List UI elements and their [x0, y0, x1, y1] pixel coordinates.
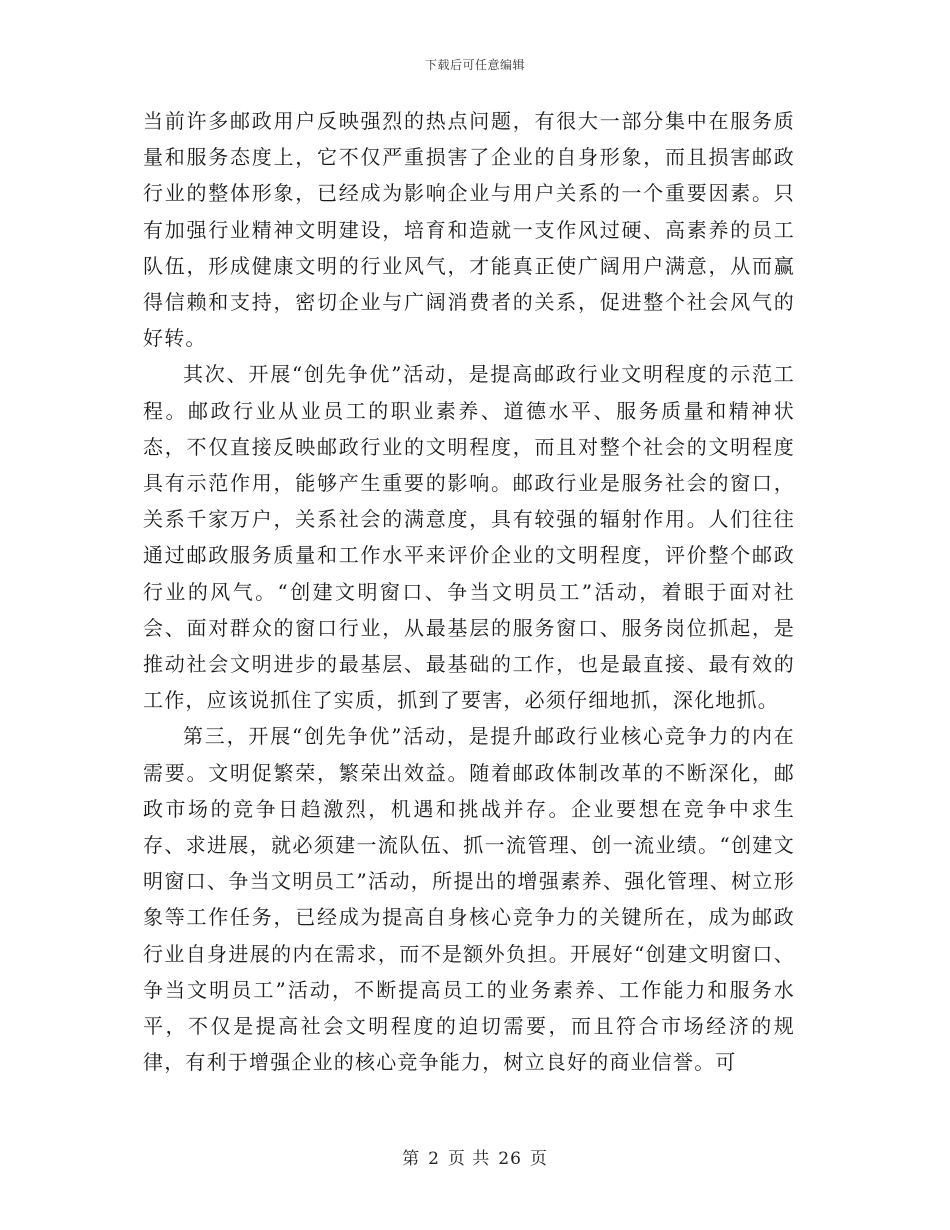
paragraph-continuation: 当前许多邮政用户反映强烈的热点问题，有很大一部分集中在服务质量和服务态度上，它不仅严重损害了企业的自身形象，而且损害邮政行业的整体形象，已经成为影响企业与用户关系的一个重要因素。只有加强行业精神文明建设，培育和造就一支作风过硬、高素养的员工队伍，形成健康文明的行业风气，才能真正使广阔用户满意，从而赢得信赖和支持，密切企业与广阔消费者的关系，促进整个社会风气的好转。: [143, 109, 795, 351]
page-footer: [0, 1144, 950, 1169]
footer-suffix: 页: [529, 1149, 548, 1169]
total-page-count: 26: [498, 1149, 522, 1169]
footer-middle: 页 共: [447, 1149, 491, 1169]
page-header: 下载后可任意编辑: [424, 58, 525, 72]
current-page-number: 2: [428, 1149, 440, 1169]
document-body: [143, 103, 795, 1080]
paragraph-second-point: 其次、开展“创先争优”活动，是提高邮政行业文明程度的示范工程。邮政行业从业员工的职业素养、道德水平、服务质量和精神状态，不仅直接反映邮政行业的文明程度，而且对整个社会的文明程度具有示范作用，能够产生重要的影响。邮政行业是服务社会的窗口，关系千家万户，关系社会的满意度，具有较强的辐射作用。人们往往通过邮政服务质量和工作水平来评价企业的文明程度，评价整个邮政行业的风气。“创建文明窗口、争当文明员工”活动，着眼于面对社会、面对群众的窗口行业，从最基层的服务窗口、服务岗位抓起，是推动社会文明进步的最基层、最基础的工作，也是最直接、最有效的工作，应该说抓住了实质，抓到了要害，必须仔细地抓，深化地抓。: [143, 362, 795, 713]
paragraph-third-point: 第三，开展“创先争优”活动，是提升邮政行业核心竞争力的内在需要。文明促繁荣，繁荣出效益。随着邮政体制改革的不断深化，邮政市场的竞争日趋激烈，机遇和挑战并存。企业要想在竞争中求生存、求进展，就必须建一流队伍、抓一流管理、创一流业绩。“创建文明窗口、争当文明员工”活动，所提出的增强素养、强化管理、树立形象等工作任务，已经成为提高自身核心竞争力的关键所在，成为邮政行业自身进展的内在需求，而不是额外负担。开展好“创建文明窗口、争当文明员工”活动，不断提高员工的业务素养、工作能力和服务水平，不仅是提高社会文明程度的迫切需要，而且符合市场经济的规律，有利于增强企业的核心竞争能力，树立良好的商业信誉。可: [143, 724, 795, 1075]
footer-prefix: 第: [402, 1149, 421, 1169]
